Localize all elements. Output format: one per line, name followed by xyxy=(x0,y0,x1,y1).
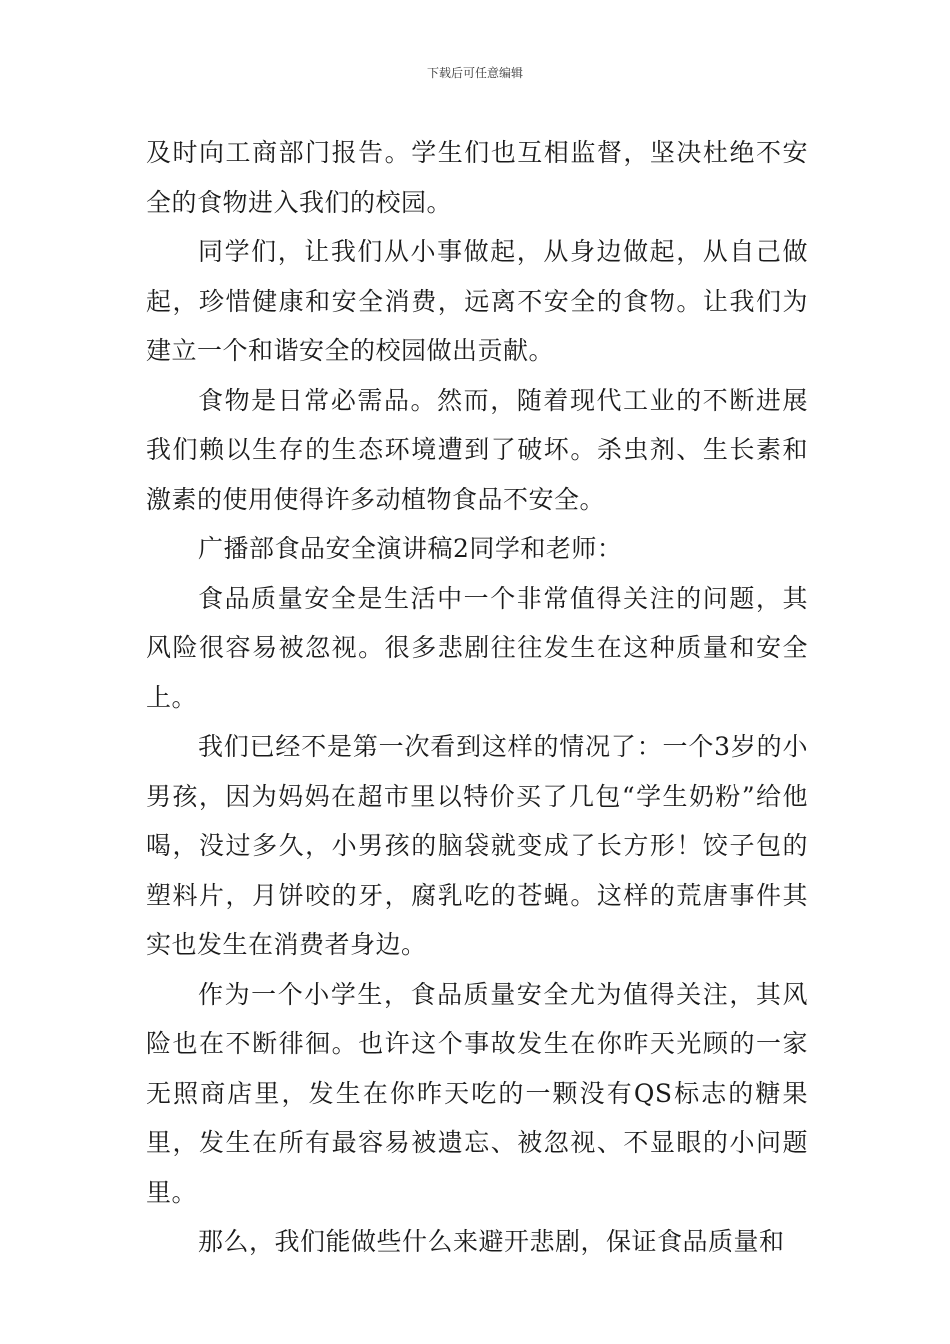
paragraph: 及时向工商部门报告。学生们也互相监督，坚决杜绝不安全的食物进入我们的校园。 xyxy=(146,138,808,217)
paragraph: 食品质量安全是生活中一个非常值得关注的问题，其风险很容易被忽视。很多悲剧往往发生在这种质量和安全上。 xyxy=(146,583,808,712)
paragraph: 作为一个小学生，食品质量安全尤为值得关注，其风险也在不断徘徊。也许这个事故发生在你昨天光顾的一家无照商店里，发生在你昨天吃的一颗没有QS标志的糖果里，发生在所有最容易被遗忘、被忽视、不显眼的小问题里。 xyxy=(146,979,808,1207)
paragraph: 食物是日常必需品。然而，随着现代工业的不断进展我们赖以生存的生态环境遭到了破坏。杀虫剂、生长素和激素的使用使得许多动植物食品不安全。 xyxy=(146,385,808,514)
document-body xyxy=(146,128,808,1267)
paragraph: 我们已经不是第一次看到这样的情况了：一个3岁的小男孩，因为妈妈在超市里以特价买了几包“学生奶粉”给他喝，没过多久，小男孩的脑袋就变成了长方形！饺子包的塑料片，月饼咬的牙，腐乳吃的苍蝇。这样的荒唐事件其实也发生在消费者身边。 xyxy=(146,732,808,959)
section-heading: 广播部食品安全演讲稿2同学和老师： xyxy=(198,534,623,563)
paragraph: 那么，我们能做些什么来避开悲剧，保证食品质量和 xyxy=(198,1227,785,1256)
paragraph: 同学们，让我们从小事做起，从身边做起，从自己做起，珍惜健康和安全消费，远离不安全的食物。让我们为建立一个和谐安全的校园做出贡献。 xyxy=(146,237,808,365)
page-header: 下载后可任意编辑 xyxy=(426,66,523,80)
